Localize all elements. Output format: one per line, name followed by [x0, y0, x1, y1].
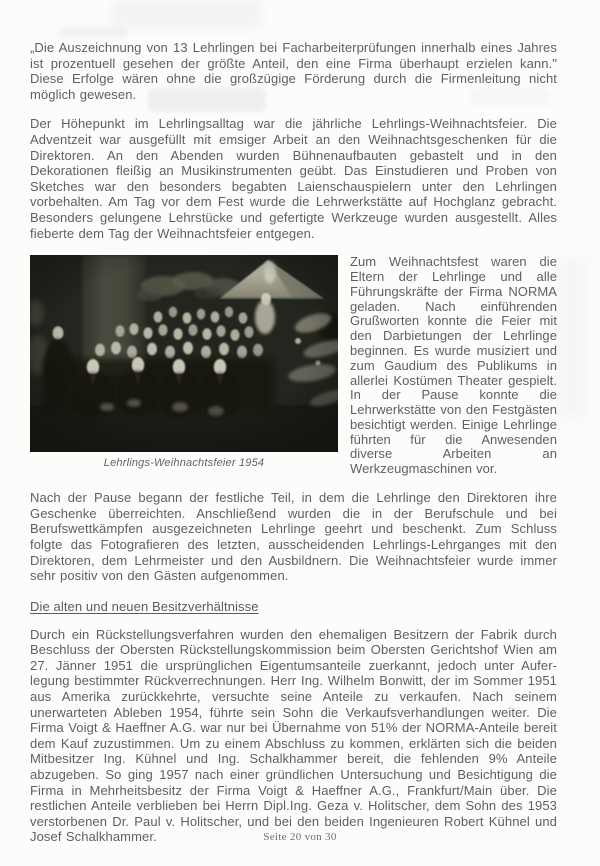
photo-caption: Lehrlings-Weihnachtsfeier 1954 — [103, 457, 265, 470]
scan-artifact — [58, 27, 128, 38]
paragraph-weihnachtsfest: Zum Weihnachtsfest waren die Eltern der Lehrlinge und alle Führungskräfte der Firma NORMA geladen. Nach einführenden Grußworten konnte die Feier mit den Darbietungen der Lehrlinge beginnen. Es wurde musiziert und zum Gaudium des Publikums in allerlei Kostümen Theater gespielt. In der Pause konnte die Lehrwerkstätte von den Festgästen besichtigt werden. Einige Lehrlinge führten für die Anwesenden diverse Arbeiten an Werkzeugmaschinen vor. — [350, 254, 557, 477]
paragraph-besitzverhaeltnisse: Durch ein Rückstellungsverfahren wurden den ehemaligen Besitzern der Fabrik durch Beschluss der Obersten Rückstellungskommission beim Obersten Gerichtshof Wien am 27. Jänner 1951 die ursprünglichen Eigentumsanteile zuerkannt, jedoch unter Auferlegung bestimmter Rückverrechnungen. Herr Ing. Wilhelm Bonwitt, der im Sommer 1951 aus Amerika zurückkehrte, versuchte seine Anteile zu verkaufen. Nach seinem unerwarteten Ableben 1954, führte sein Sohn die Verkaufsverhandlungen weiter. Die Firma Voigt & Haeffner A.G. war nur bei Übernahme von 51% der NORMA-Anteile bereit dem Kauf zuzustimmen. Um zu einem Abschluss zu kommen, erklärten sich die beiden Mitbesitzer Ing. Kühnel und Ing. Schalkhammer bereit, die fehlenden 9% Anteile abzugeben. So ging 1957 nach einer gründlichen Untersuchung und Besichtigung die Firma in Mehrheitsbesitz der Firma Voigt & Haeffner A.G., Frankfurt/Main über. Die restlichen Anteile verblieben bei Herrn Dipl.Ing. Geza v. Holitscher, dem Sohn des 1953 verstorbenen Dr. Paul v. Holitscher, und bei den beiden Ingenieuren Robert Kühnel und Josef Schalkhammer. — [30, 626, 557, 845]
photo-and-text-row — [30, 255, 557, 490]
page-number-footer: Seite 20 von 30 — [263, 831, 337, 843]
scan-artifact — [556, 258, 588, 418]
photo-figure — [30, 255, 338, 469]
scan-artifact — [112, 0, 262, 28]
paragraph-weihnachtsfeier: Der Höhepunkt im Lehrlingsalltag war die jährliche Lehrlings-Weihnachtsfeier. Die Adventzeit war ausgefüllt mit emsiger Arbeit an den Weihnachtsgeschenken für die Direktoren. An den Abenden wurden Bühnenaufbauten gebastelt und in den Dekorationen fleißig an Musikinstrumenten geübt. Das Einstudieren und Proben von Sketches war den besonders begabten Laienschauspielern unter den Lehrlingen vorbehalten. Am Tag vor dem Fest wurde die Lehrwerkstätte auf Hochglanz gebracht. Besonders gelungene Lehrstücke und gefertigte Werkzeuge wurden ausgestellt. Alles fieberte dem Tag der Weihnachtsfeier entgegen. — [30, 116, 557, 241]
section-heading: Die alten und neuen Besitzverhältnisse — [30, 598, 259, 614]
page-content — [30, 40, 557, 859]
group-photo — [30, 255, 338, 452]
paragraph-quote: „Die Auszeichnung von 13 Lehrlingen bei Facharbeiterprüfungen innerhalb eines Jahres ist prozentuell gesehen der größte Anteil, den eine Firma überhaupt erzielen kann." Diese Erfolge wären ohne die großzügige Förderung durch die Firmenleitung nicht möglich gewesen. — [30, 40, 557, 102]
paragraph-pause: Nach der Pause begann der festliche Teil, in dem die Lehrlinge den Direktoren ihre Geschenke überreichten. Anschließend wurden die in der Berufschule und bei Berufswettkämpfen ausgezeichneten Lehrlinge geehrt und beschenkt. Zum Schluss folgte das Fotografieren des letzten, ausscheidenden Lehrlings-Lehrganges mit den Direktoren, dem Lehrmeister und den Ausbildnern. Die Weihnachtsfeier wurde immer sehr positiv von den Gästen aufgenommen. — [30, 490, 557, 584]
